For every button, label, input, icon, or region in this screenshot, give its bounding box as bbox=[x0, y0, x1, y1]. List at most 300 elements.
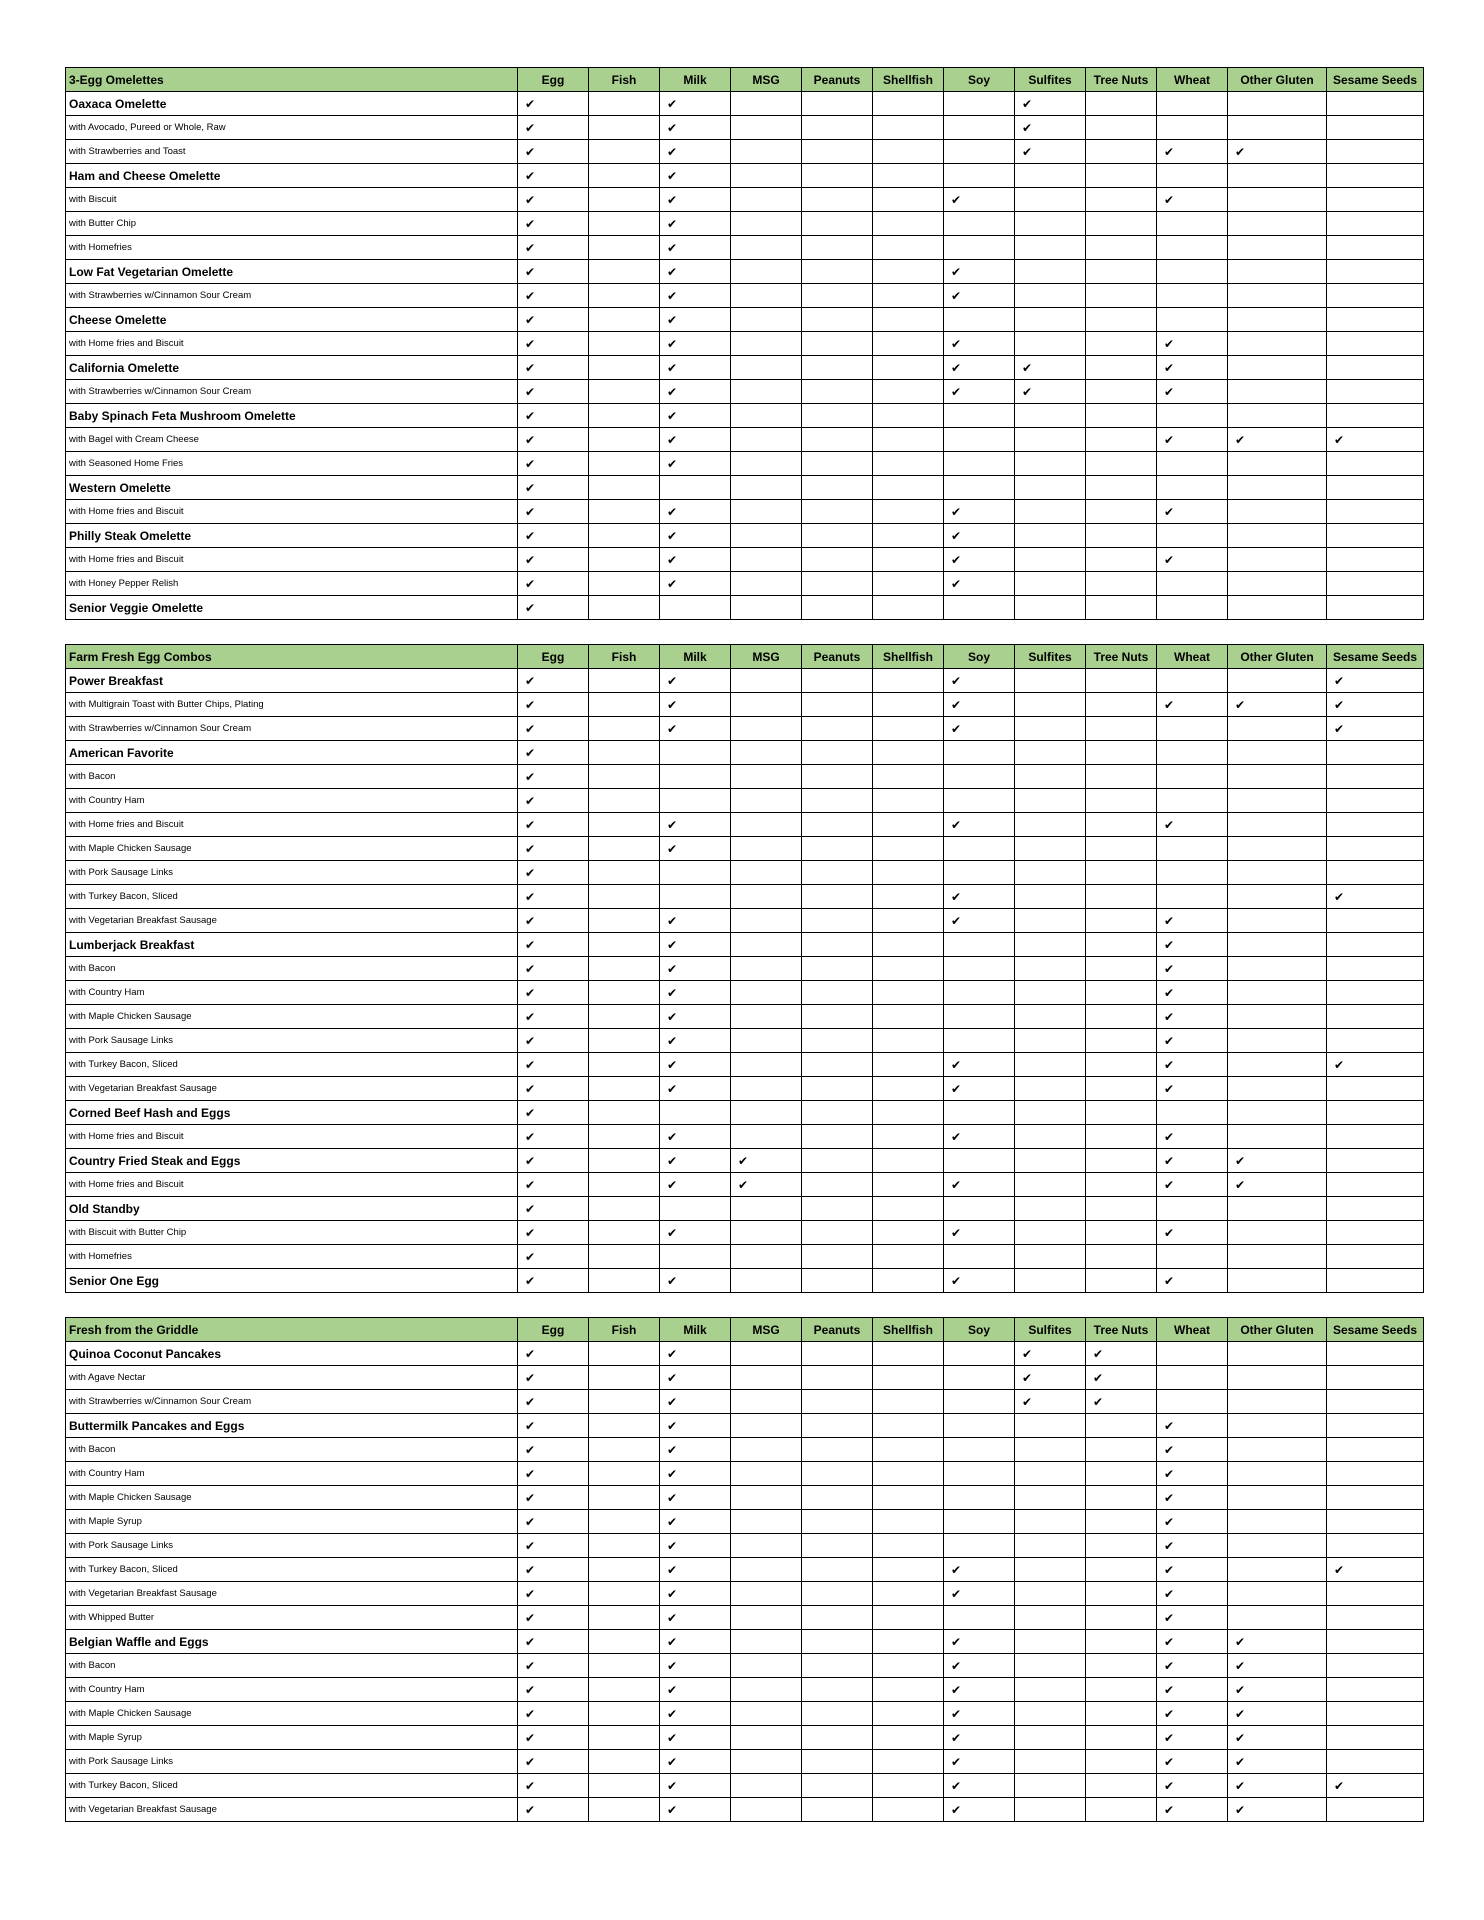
allergen-cell-tree-nuts bbox=[1086, 1125, 1157, 1149]
check-icon: ✔ bbox=[1164, 1129, 1175, 1144]
menu-option-row bbox=[66, 1582, 1424, 1606]
allergen-cell-wheat bbox=[1157, 813, 1228, 837]
menu-option-row bbox=[66, 957, 1424, 981]
allergen-cell-milk bbox=[660, 1197, 731, 1221]
allergen-cell-sulfites bbox=[1015, 1269, 1086, 1293]
allergen-cell-egg bbox=[518, 1798, 589, 1822]
allergen-cell-shellfish bbox=[873, 693, 944, 717]
check-icon: ✔ bbox=[667, 432, 678, 447]
allergen-cell-wheat bbox=[1157, 92, 1228, 116]
column-header-peanuts: Peanuts bbox=[802, 68, 873, 92]
check-icon: ✔ bbox=[951, 1634, 962, 1649]
allergen-cell-soy bbox=[944, 1438, 1015, 1462]
allergen-cell-peanuts bbox=[802, 116, 873, 140]
menu-option-name: with Home fries and Biscuit bbox=[66, 500, 518, 524]
menu-option-row bbox=[66, 188, 1424, 212]
menu-option-name: with Multigrain Toast with Butter Chips, Plating bbox=[66, 693, 518, 717]
check-icon: ✔ bbox=[525, 769, 536, 784]
allergen-cell-milk bbox=[660, 909, 731, 933]
check-icon: ✔ bbox=[1093, 1346, 1104, 1361]
allergen-table-3-egg-omelettes bbox=[65, 67, 1424, 620]
allergen-cell-wheat bbox=[1157, 1582, 1228, 1606]
check-icon: ✔ bbox=[525, 841, 536, 856]
column-header-msg: MSG bbox=[731, 68, 802, 92]
check-icon: ✔ bbox=[667, 961, 678, 976]
check-icon: ✔ bbox=[667, 817, 678, 832]
allergen-cell-peanuts bbox=[802, 1029, 873, 1053]
allergen-cell-other-gluten bbox=[1228, 1462, 1327, 1486]
allergen-cell-sesame-seeds bbox=[1327, 1245, 1424, 1269]
allergen-cell-msg bbox=[731, 789, 802, 813]
menu-option-row bbox=[66, 1005, 1424, 1029]
allergen-cell-wheat bbox=[1157, 1510, 1228, 1534]
allergen-cell-wheat bbox=[1157, 741, 1228, 765]
menu-option-row bbox=[66, 140, 1424, 164]
allergen-cell-tree-nuts bbox=[1086, 1053, 1157, 1077]
allergen-cell-peanuts bbox=[802, 92, 873, 116]
allergen-cell-fish bbox=[589, 741, 660, 765]
allergen-cell-egg bbox=[518, 1366, 589, 1390]
menu-option-row bbox=[66, 1534, 1424, 1558]
allergen-cell-wheat bbox=[1157, 933, 1228, 957]
allergen-cell-msg bbox=[731, 140, 802, 164]
allergen-cell-shellfish bbox=[873, 861, 944, 885]
allergen-cell-wheat bbox=[1157, 212, 1228, 236]
menu-item-name: Old Standby bbox=[66, 1197, 518, 1221]
allergen-cell-egg bbox=[518, 1077, 589, 1101]
check-icon: ✔ bbox=[667, 1658, 678, 1673]
allergen-cell-egg bbox=[518, 1173, 589, 1197]
allergen-cell-wheat bbox=[1157, 1101, 1228, 1125]
allergen-cell-shellfish bbox=[873, 356, 944, 380]
allergen-cell-peanuts bbox=[802, 1053, 873, 1077]
column-header-tree-nuts: Tree Nuts bbox=[1086, 1318, 1157, 1342]
allergen-cell-peanuts bbox=[802, 1414, 873, 1438]
menu-item-name: Power Breakfast bbox=[66, 669, 518, 693]
menu-option-row bbox=[66, 1750, 1424, 1774]
column-header-egg: Egg bbox=[518, 1318, 589, 1342]
menu-option-row bbox=[66, 1053, 1424, 1077]
check-icon: ✔ bbox=[667, 721, 678, 736]
allergen-cell-milk bbox=[660, 1221, 731, 1245]
allergen-cell-sulfites bbox=[1015, 572, 1086, 596]
column-header-msg: MSG bbox=[731, 645, 802, 669]
check-icon: ✔ bbox=[525, 793, 536, 808]
menu-item-row bbox=[66, 356, 1424, 380]
check-icon: ✔ bbox=[1164, 1802, 1175, 1817]
allergen-cell-shellfish bbox=[873, 1342, 944, 1366]
check-icon: ✔ bbox=[525, 721, 536, 736]
allergen-cell-peanuts bbox=[802, 1077, 873, 1101]
allergen-cell-other-gluten bbox=[1228, 1510, 1327, 1534]
allergen-cell-fish bbox=[589, 140, 660, 164]
column-header-wheat: Wheat bbox=[1157, 68, 1228, 92]
allergen-cell-sesame-seeds bbox=[1327, 1462, 1424, 1486]
allergen-cell-egg bbox=[518, 212, 589, 236]
allergen-cell-sulfites bbox=[1015, 1053, 1086, 1077]
check-icon: ✔ bbox=[1022, 384, 1033, 399]
allergen-cell-fish bbox=[589, 933, 660, 957]
allergen-cell-other-gluten bbox=[1228, 500, 1327, 524]
check-icon: ✔ bbox=[525, 552, 536, 567]
check-icon: ✔ bbox=[667, 528, 678, 543]
allergen-cell-peanuts bbox=[802, 1630, 873, 1654]
check-icon: ✔ bbox=[525, 360, 536, 375]
allergen-cell-sulfites bbox=[1015, 596, 1086, 620]
allergen-cell-shellfish bbox=[873, 1149, 944, 1173]
allergen-cell-peanuts bbox=[802, 500, 873, 524]
allergen-cell-other-gluten bbox=[1228, 1702, 1327, 1726]
allergen-cell-other-gluten bbox=[1228, 1630, 1327, 1654]
allergen-cell-soy bbox=[944, 885, 1015, 909]
allergen-cell-tree-nuts bbox=[1086, 1197, 1157, 1221]
allergen-cell-soy bbox=[944, 1005, 1015, 1029]
allergen-cell-milk bbox=[660, 164, 731, 188]
allergen-cell-shellfish bbox=[873, 1702, 944, 1726]
allergen-cell-tree-nuts bbox=[1086, 1005, 1157, 1029]
allergen-cell-sulfites bbox=[1015, 1558, 1086, 1582]
allergen-cell-milk bbox=[660, 1269, 731, 1293]
allergen-cell-egg bbox=[518, 1750, 589, 1774]
allergen-cell-msg bbox=[731, 380, 802, 404]
allergen-cell-fish bbox=[589, 1726, 660, 1750]
allergen-cell-wheat bbox=[1157, 1462, 1228, 1486]
allergen-cell-wheat bbox=[1157, 1630, 1228, 1654]
allergen-cell-shellfish bbox=[873, 1077, 944, 1101]
allergen-cell-tree-nuts bbox=[1086, 1726, 1157, 1750]
allergen-cell-soy bbox=[944, 1342, 1015, 1366]
check-icon: ✔ bbox=[667, 1754, 678, 1769]
allergen-cell-tree-nuts bbox=[1086, 212, 1157, 236]
allergen-cell-sesame-seeds bbox=[1327, 813, 1424, 837]
allergen-cell-other-gluten bbox=[1228, 861, 1327, 885]
allergen-cell-wheat bbox=[1157, 404, 1228, 428]
check-icon: ✔ bbox=[525, 745, 536, 760]
allergen-cell-sulfites bbox=[1015, 909, 1086, 933]
allergen-cell-other-gluten bbox=[1228, 1414, 1327, 1438]
check-icon: ✔ bbox=[667, 913, 678, 928]
check-icon: ✔ bbox=[951, 360, 962, 375]
check-icon: ✔ bbox=[951, 913, 962, 928]
allergen-cell-peanuts bbox=[802, 1149, 873, 1173]
allergen-cell-tree-nuts bbox=[1086, 596, 1157, 620]
check-icon: ✔ bbox=[1164, 1153, 1175, 1168]
check-icon: ✔ bbox=[951, 1730, 962, 1745]
allergen-cell-egg bbox=[518, 548, 589, 572]
allergen-cell-soy bbox=[944, 1774, 1015, 1798]
allergen-cell-other-gluten bbox=[1228, 308, 1327, 332]
allergen-cell-soy bbox=[944, 212, 1015, 236]
allergen-cell-soy bbox=[944, 596, 1015, 620]
allergen-cell-milk bbox=[660, 1486, 731, 1510]
allergen-cell-sulfites bbox=[1015, 741, 1086, 765]
allergen-cell-fish bbox=[589, 1798, 660, 1822]
check-icon: ✔ bbox=[525, 1105, 536, 1120]
allergen-cell-fish bbox=[589, 1342, 660, 1366]
check-icon: ✔ bbox=[525, 1418, 536, 1433]
allergen-cell-tree-nuts bbox=[1086, 116, 1157, 140]
column-header-soy: Soy bbox=[944, 1318, 1015, 1342]
allergen-cell-peanuts bbox=[802, 596, 873, 620]
allergen-cell-sulfites bbox=[1015, 476, 1086, 500]
allergen-cell-tree-nuts bbox=[1086, 260, 1157, 284]
allergen-cell-peanuts bbox=[802, 236, 873, 260]
check-icon: ✔ bbox=[1022, 96, 1033, 111]
allergen-cell-fish bbox=[589, 837, 660, 861]
menu-option-row bbox=[66, 909, 1424, 933]
check-icon: ✔ bbox=[525, 1249, 536, 1264]
allergen-cell-other-gluten bbox=[1228, 693, 1327, 717]
check-icon: ✔ bbox=[1022, 120, 1033, 135]
check-icon: ✔ bbox=[951, 673, 962, 688]
allergen-cell-msg bbox=[731, 1750, 802, 1774]
allergen-cell-milk bbox=[660, 1125, 731, 1149]
allergen-cell-sulfites bbox=[1015, 1029, 1086, 1053]
allergen-cell-tree-nuts bbox=[1086, 1774, 1157, 1798]
allergen-cell-egg bbox=[518, 933, 589, 957]
allergen-cell-shellfish bbox=[873, 1197, 944, 1221]
column-header-other-gluten: Other Gluten bbox=[1228, 68, 1327, 92]
allergen-cell-shellfish bbox=[873, 1510, 944, 1534]
allergen-cell-msg bbox=[731, 404, 802, 428]
check-icon: ✔ bbox=[525, 961, 536, 976]
check-icon: ✔ bbox=[525, 1658, 536, 1673]
allergen-cell-shellfish bbox=[873, 957, 944, 981]
allergen-cell-msg bbox=[731, 596, 802, 620]
allergen-cell-tree-nuts bbox=[1086, 1342, 1157, 1366]
menu-option-row bbox=[66, 1702, 1424, 1726]
menu-option-name: with Vegetarian Breakfast Sausage bbox=[66, 909, 518, 933]
allergen-cell-sulfites bbox=[1015, 500, 1086, 524]
allergen-cell-sesame-seeds bbox=[1327, 428, 1424, 452]
menu-item-row bbox=[66, 92, 1424, 116]
allergen-cell-peanuts bbox=[802, 308, 873, 332]
check-icon: ✔ bbox=[1022, 1346, 1033, 1361]
allergen-cell-tree-nuts bbox=[1086, 1366, 1157, 1390]
allergen-cell-sulfites bbox=[1015, 1173, 1086, 1197]
menu-option-row bbox=[66, 572, 1424, 596]
allergen-cell-soy bbox=[944, 1630, 1015, 1654]
allergen-cell-other-gluten bbox=[1228, 909, 1327, 933]
allergen-cell-fish bbox=[589, 813, 660, 837]
check-icon: ✔ bbox=[525, 1033, 536, 1048]
allergen-cell-shellfish bbox=[873, 92, 944, 116]
allergen-cell-tree-nuts bbox=[1086, 572, 1157, 596]
allergen-cell-milk bbox=[660, 596, 731, 620]
allergen-cell-egg bbox=[518, 909, 589, 933]
check-icon: ✔ bbox=[525, 1442, 536, 1457]
menu-item-row bbox=[66, 1630, 1424, 1654]
allergen-cell-tree-nuts bbox=[1086, 669, 1157, 693]
allergen-cell-peanuts bbox=[802, 789, 873, 813]
column-header-soy: Soy bbox=[944, 68, 1015, 92]
allergen-cell-soy bbox=[944, 452, 1015, 476]
allergen-cell-sesame-seeds bbox=[1327, 1582, 1424, 1606]
allergen-cell-peanuts bbox=[802, 669, 873, 693]
allergen-cell-sesame-seeds bbox=[1327, 500, 1424, 524]
allergen-cell-msg bbox=[731, 765, 802, 789]
allergen-cell-peanuts bbox=[802, 1390, 873, 1414]
menu-option-row bbox=[66, 717, 1424, 741]
allergen-cell-soy bbox=[944, 1390, 1015, 1414]
allergen-cell-wheat bbox=[1157, 500, 1228, 524]
allergen-cell-fish bbox=[589, 1750, 660, 1774]
allergen-cell-egg bbox=[518, 140, 589, 164]
allergen-cell-shellfish bbox=[873, 188, 944, 212]
check-icon: ✔ bbox=[1022, 1394, 1033, 1409]
check-icon: ✔ bbox=[951, 1057, 962, 1072]
menu-option-row bbox=[66, 1438, 1424, 1462]
allergen-cell-egg bbox=[518, 669, 589, 693]
allergen-cell-shellfish bbox=[873, 404, 944, 428]
allergen-cell-wheat bbox=[1157, 693, 1228, 717]
allergen-cell-fish bbox=[589, 1005, 660, 1029]
menu-option-name: with Homefries bbox=[66, 1245, 518, 1269]
allergen-cell-wheat bbox=[1157, 1750, 1228, 1774]
menu-option-row bbox=[66, 332, 1424, 356]
allergen-cell-tree-nuts bbox=[1086, 548, 1157, 572]
menu-option-name: with Maple Chicken Sausage bbox=[66, 837, 518, 861]
menu-item-row bbox=[66, 1342, 1424, 1366]
check-icon: ✔ bbox=[1093, 1394, 1104, 1409]
check-icon: ✔ bbox=[667, 1538, 678, 1553]
allergen-cell-soy bbox=[944, 1125, 1015, 1149]
allergen-cell-sesame-seeds bbox=[1327, 1630, 1424, 1654]
allergen-cell-wheat bbox=[1157, 284, 1228, 308]
allergen-cell-peanuts bbox=[802, 1366, 873, 1390]
allergen-cell-sulfites bbox=[1015, 1077, 1086, 1101]
menu-option-row bbox=[66, 1077, 1424, 1101]
allergen-cell-egg bbox=[518, 1630, 589, 1654]
allergen-cell-soy bbox=[944, 332, 1015, 356]
column-header-wheat: Wheat bbox=[1157, 645, 1228, 669]
allergen-cell-wheat bbox=[1157, 356, 1228, 380]
menu-option-name: with Maple Chicken Sausage bbox=[66, 1702, 518, 1726]
allergen-cell-egg bbox=[518, 524, 589, 548]
allergen-cell-sesame-seeds bbox=[1327, 236, 1424, 260]
check-icon: ✔ bbox=[1164, 1586, 1175, 1601]
check-icon: ✔ bbox=[667, 168, 678, 183]
allergen-cell-msg bbox=[731, 572, 802, 596]
allergen-cell-wheat bbox=[1157, 1798, 1228, 1822]
allergen-cell-soy bbox=[944, 1414, 1015, 1438]
allergen-cell-sulfites bbox=[1015, 1726, 1086, 1750]
allergen-cell-fish bbox=[589, 116, 660, 140]
allergen-cell-wheat bbox=[1157, 1726, 1228, 1750]
allergen-cell-tree-nuts bbox=[1086, 308, 1157, 332]
allergen-cell-tree-nuts bbox=[1086, 188, 1157, 212]
allergen-cell-peanuts bbox=[802, 717, 873, 741]
allergen-cell-msg bbox=[731, 188, 802, 212]
allergen-cell-egg bbox=[518, 1678, 589, 1702]
check-icon: ✔ bbox=[525, 1129, 536, 1144]
allergen-cell-fish bbox=[589, 188, 660, 212]
allergen-cell-peanuts bbox=[802, 1678, 873, 1702]
check-icon: ✔ bbox=[1164, 1610, 1175, 1625]
allergen-cell-egg bbox=[518, 1053, 589, 1077]
allergen-cell-fish bbox=[589, 861, 660, 885]
menu-option-name: with Country Ham bbox=[66, 1462, 518, 1486]
allergen-cell-other-gluten bbox=[1228, 116, 1327, 140]
allergen-cell-other-gluten bbox=[1228, 1534, 1327, 1558]
allergen-cell-wheat bbox=[1157, 1053, 1228, 1077]
allergen-cell-tree-nuts bbox=[1086, 500, 1157, 524]
allergen-cell-peanuts bbox=[802, 1269, 873, 1293]
allergen-cell-peanuts bbox=[802, 572, 873, 596]
menu-option-row bbox=[66, 500, 1424, 524]
header-row bbox=[66, 1318, 1424, 1342]
allergen-cell-wheat bbox=[1157, 1077, 1228, 1101]
allergen-cell-msg bbox=[731, 909, 802, 933]
allergen-cell-soy bbox=[944, 1245, 1015, 1269]
check-icon: ✔ bbox=[525, 1802, 536, 1817]
check-icon: ✔ bbox=[951, 1225, 962, 1240]
allergen-cell-tree-nuts bbox=[1086, 356, 1157, 380]
allergen-cell-other-gluten bbox=[1228, 957, 1327, 981]
allergen-cell-tree-nuts bbox=[1086, 92, 1157, 116]
check-icon: ✔ bbox=[1164, 1057, 1175, 1072]
allergen-cell-milk bbox=[660, 524, 731, 548]
menu-option-name: with Country Ham bbox=[66, 1678, 518, 1702]
allergen-cell-egg bbox=[518, 1486, 589, 1510]
column-header-other-gluten: Other Gluten bbox=[1228, 645, 1327, 669]
allergen-cell-sulfites bbox=[1015, 1798, 1086, 1822]
allergen-cell-milk bbox=[660, 1798, 731, 1822]
allergen-cell-wheat bbox=[1157, 1702, 1228, 1726]
allergen-cell-peanuts bbox=[802, 813, 873, 837]
column-header-sesame-seeds: Sesame Seeds bbox=[1327, 1318, 1424, 1342]
allergen-cell-tree-nuts bbox=[1086, 1221, 1157, 1245]
check-icon: ✔ bbox=[525, 144, 536, 159]
allergen-cell-milk bbox=[660, 356, 731, 380]
allergen-cell-wheat bbox=[1157, 596, 1228, 620]
allergen-cell-sesame-seeds bbox=[1327, 380, 1424, 404]
allergen-cell-milk bbox=[660, 236, 731, 260]
allergen-cell-shellfish bbox=[873, 1005, 944, 1029]
allergen-cell-shellfish bbox=[873, 428, 944, 452]
allergen-cell-peanuts bbox=[802, 1197, 873, 1221]
allergen-cell-msg bbox=[731, 1654, 802, 1678]
allergen-cell-other-gluten bbox=[1228, 260, 1327, 284]
allergen-cell-sulfites bbox=[1015, 188, 1086, 212]
allergen-cell-egg bbox=[518, 1029, 589, 1053]
check-icon: ✔ bbox=[667, 1706, 678, 1721]
allergen-cell-sulfites bbox=[1015, 1390, 1086, 1414]
allergen-cell-egg bbox=[518, 380, 589, 404]
allergen-cell-wheat bbox=[1157, 1558, 1228, 1582]
column-header-sesame-seeds: Sesame Seeds bbox=[1327, 645, 1424, 669]
allergen-cell-msg bbox=[731, 1582, 802, 1606]
column-header-egg: Egg bbox=[518, 68, 589, 92]
allergen-cell-fish bbox=[589, 1221, 660, 1245]
check-icon: ✔ bbox=[1164, 1754, 1175, 1769]
allergen-cell-peanuts bbox=[802, 260, 873, 284]
allergen-cell-peanuts bbox=[802, 1173, 873, 1197]
allergen-cell-msg bbox=[731, 1005, 802, 1029]
allergen-cell-wheat bbox=[1157, 1774, 1228, 1798]
allergen-cell-fish bbox=[589, 957, 660, 981]
allergen-cell-soy bbox=[944, 1269, 1015, 1293]
allergen-cell-msg bbox=[731, 669, 802, 693]
allergen-cell-soy bbox=[944, 1366, 1015, 1390]
allergen-cell-other-gluten bbox=[1228, 1029, 1327, 1053]
menu-option-name: with Turkey Bacon, Sliced bbox=[66, 1558, 518, 1582]
allergen-cell-milk bbox=[660, 1534, 731, 1558]
allergen-cell-soy bbox=[944, 861, 1015, 885]
allergen-cell-milk bbox=[660, 1245, 731, 1269]
allergen-cell-other-gluten bbox=[1228, 1438, 1327, 1462]
check-icon: ✔ bbox=[525, 264, 536, 279]
